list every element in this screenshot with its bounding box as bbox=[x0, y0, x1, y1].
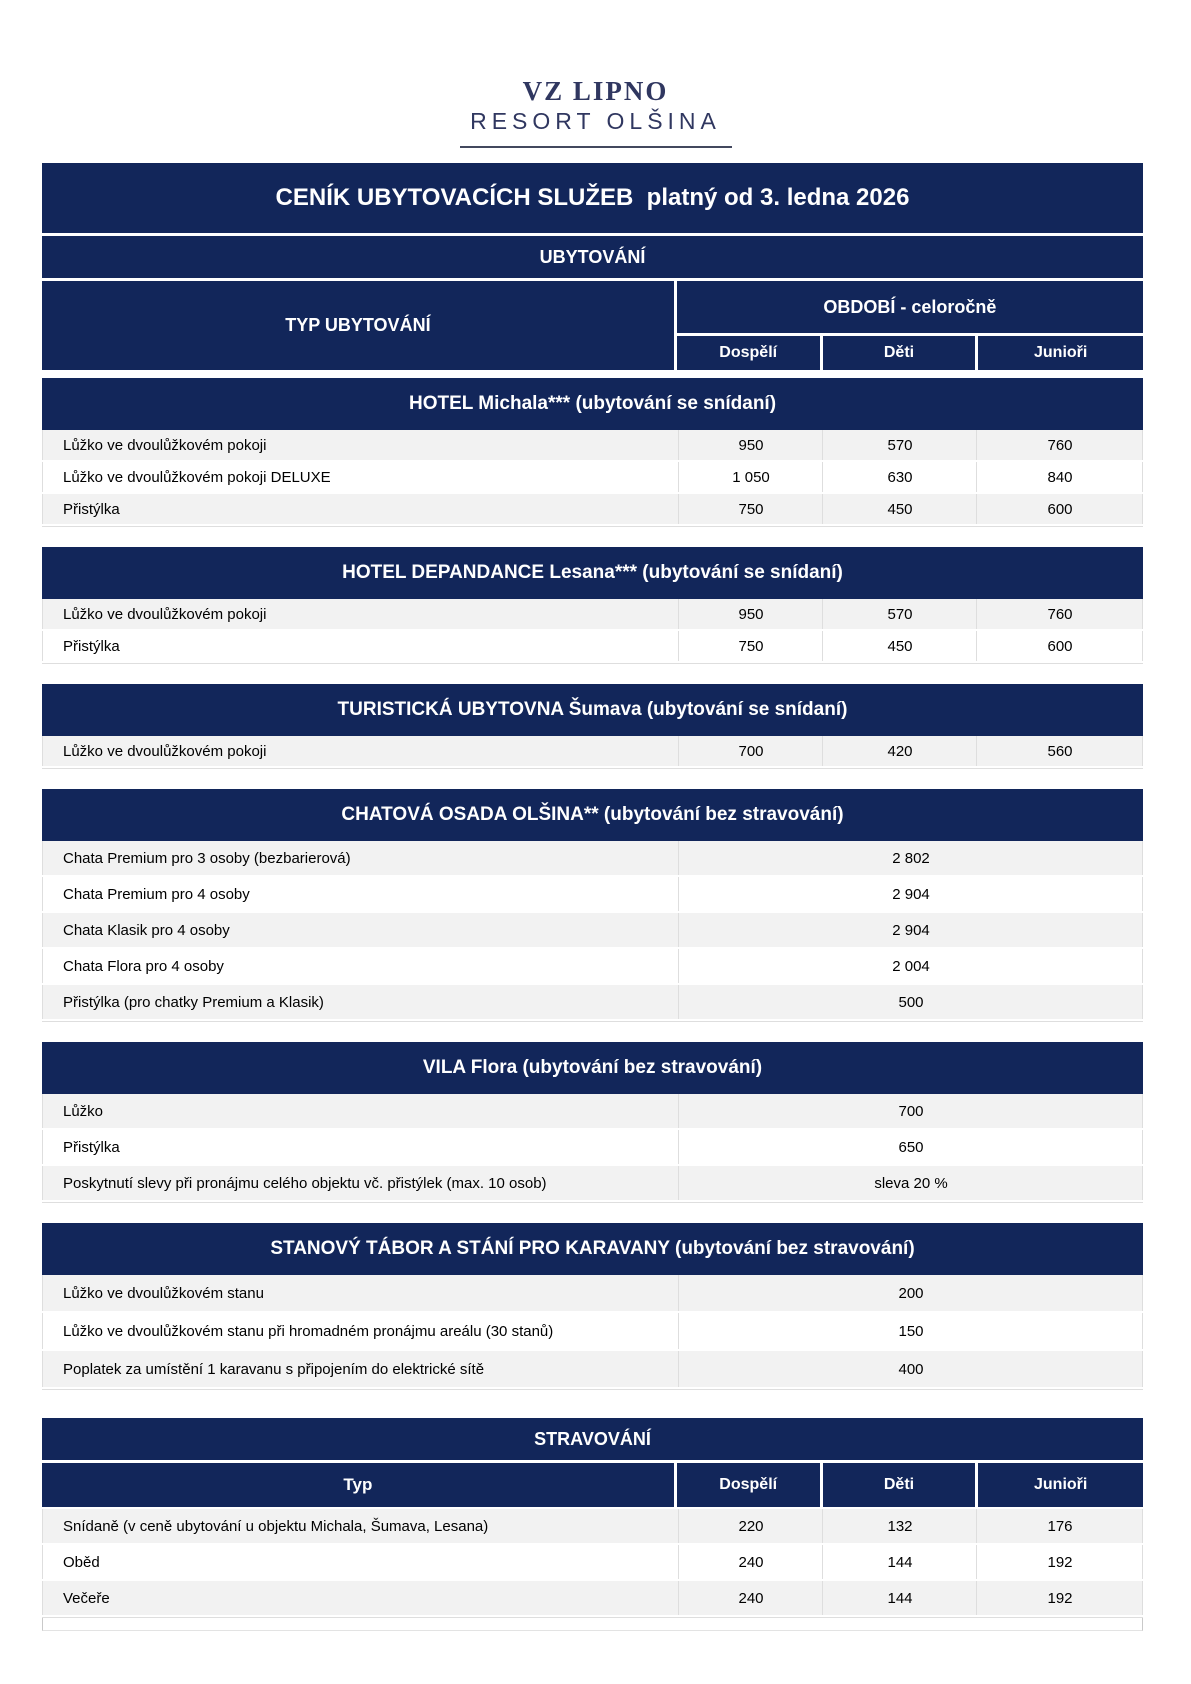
price-cell: sleva 20 % bbox=[679, 1166, 1143, 1200]
row-label: Přistýlka (pro chatky Premium a Klasik) bbox=[42, 985, 679, 1019]
accommodation-groups bbox=[42, 378, 1143, 1390]
price-group bbox=[42, 789, 1143, 1022]
price-row bbox=[42, 430, 1143, 462]
row-label: Oběd bbox=[42, 1545, 679, 1579]
price-row bbox=[42, 462, 1143, 494]
price-cell: 144 bbox=[823, 1581, 977, 1615]
age-column-header: Dospělí bbox=[677, 336, 820, 370]
section-header-stravovani: STRAVOVÁNÍ bbox=[42, 1418, 1143, 1460]
price-row bbox=[42, 1130, 1143, 1166]
price-row bbox=[42, 599, 1143, 631]
price-cell: 220 bbox=[679, 1509, 823, 1543]
meals-table-header bbox=[42, 1463, 1143, 1507]
group-rows bbox=[42, 1094, 1143, 1203]
price-row bbox=[42, 736, 1143, 768]
age-column-header: Dospělí bbox=[677, 1463, 820, 1507]
price-cell: 560 bbox=[977, 736, 1143, 766]
price-cell: 192 bbox=[977, 1581, 1143, 1615]
logo-underline bbox=[460, 146, 732, 148]
price-cell: 2 904 bbox=[679, 877, 1143, 911]
group-rows bbox=[42, 1275, 1143, 1390]
group-header: TURISTICKÁ UBYTOVNA Šumava (ubytování se snídaní) bbox=[42, 684, 1143, 736]
price-row bbox=[42, 1545, 1143, 1581]
row-label: Chata Premium pro 4 osoby bbox=[42, 877, 679, 911]
meals-rows bbox=[42, 1509, 1143, 1618]
document-title: CENÍK UBYTOVACÍCH SLUŽEB platný od 3. ledna 2026 bbox=[42, 163, 1143, 233]
group-rows bbox=[42, 430, 1143, 527]
group-rows bbox=[42, 841, 1143, 1022]
price-cell: 950 bbox=[679, 430, 823, 460]
row-label: Lůžko ve dvoulůžkovém pokoji bbox=[42, 430, 679, 460]
price-cell: 450 bbox=[823, 494, 977, 524]
price-cell: 150 bbox=[679, 1313, 1143, 1349]
row-label: Lůžko ve dvoulůžkovém pokoji DELUXE bbox=[42, 462, 679, 492]
price-row bbox=[42, 1313, 1143, 1351]
group-header: HOTEL DEPANDANCE Lesana*** (ubytování se snídaní) bbox=[42, 547, 1143, 599]
price-list-document bbox=[42, 163, 1143, 1631]
price-cell: 750 bbox=[679, 494, 823, 524]
price-cell: 132 bbox=[823, 1509, 977, 1543]
row-label: Poplatek za umístění 1 karavanu s připojením do elektrické sítě bbox=[42, 1351, 679, 1387]
price-cell: 760 bbox=[977, 430, 1143, 460]
group-header: STANOVÝ TÁBOR A STÁNÍ PRO KARAVANY (ubytování bez stravování) bbox=[42, 1223, 1143, 1275]
price-row bbox=[42, 1275, 1143, 1313]
group-rows bbox=[42, 736, 1143, 769]
row-label: Přistýlka bbox=[42, 631, 679, 661]
price-cell: 450 bbox=[823, 631, 977, 661]
row-label: Chata Premium pro 3 osoby (bezbarierová) bbox=[42, 841, 679, 875]
age-column-header: Děti bbox=[823, 336, 976, 370]
price-cell: 700 bbox=[679, 736, 823, 766]
price-cell: 2 802 bbox=[679, 841, 1143, 875]
price-row bbox=[42, 913, 1143, 949]
price-row bbox=[42, 1166, 1143, 1202]
price-cell: 840 bbox=[977, 462, 1143, 492]
row-label: Přistýlka bbox=[42, 494, 679, 524]
row-label: Chata Klasik pro 4 osoby bbox=[42, 913, 679, 947]
price-cell: 240 bbox=[679, 1545, 823, 1579]
price-cell: 400 bbox=[679, 1351, 1143, 1387]
row-label: Lůžko ve dvoulůžkovém stanu bbox=[42, 1275, 679, 1311]
period-header: OBDOBÍ - celoročně bbox=[677, 281, 1143, 333]
price-cell: 2 004 bbox=[679, 949, 1143, 983]
logo-secondary-text: RESORT OLŠINA bbox=[470, 108, 721, 134]
price-cell: 570 bbox=[823, 430, 977, 460]
group-header: HOTEL Michala*** (ubytování se snídaní) bbox=[42, 378, 1143, 430]
price-row bbox=[42, 631, 1143, 663]
section-header-ubytovani: UBYTOVÁNÍ bbox=[42, 236, 1143, 278]
row-label: Snídaně (v ceně ubytování u objektu Michala, Šumava, Lesana) bbox=[42, 1509, 679, 1543]
row-label: Večeře bbox=[42, 1581, 679, 1615]
price-cell: 2 904 bbox=[679, 913, 1143, 947]
age-column-header: Děti bbox=[823, 1463, 976, 1507]
price-cell: 200 bbox=[679, 1275, 1143, 1311]
price-row bbox=[42, 1581, 1143, 1617]
price-row bbox=[42, 877, 1143, 913]
price-group bbox=[42, 684, 1143, 769]
age-column-header: Junioři bbox=[978, 336, 1143, 370]
row-label: Lůžko ve dvoulůžkovém pokoji bbox=[42, 599, 679, 629]
price-cell: 630 bbox=[823, 462, 977, 492]
price-cell: 570 bbox=[823, 599, 977, 629]
row-label: Lůžko bbox=[42, 1094, 679, 1128]
price-row bbox=[42, 985, 1143, 1021]
empty-tail-row bbox=[42, 1618, 1143, 1631]
price-cell: 176 bbox=[977, 1509, 1143, 1543]
group-header: VILA Flora (ubytování bez stravování) bbox=[42, 1042, 1143, 1094]
price-group bbox=[42, 1042, 1143, 1203]
group-rows bbox=[42, 599, 1143, 664]
price-cell: 600 bbox=[977, 494, 1143, 524]
price-cell: 600 bbox=[977, 631, 1143, 661]
row-label: Poskytnutí slevy při pronájmu celého objektu vč. přistýlek (max. 10 osob) bbox=[42, 1166, 679, 1200]
price-cell: 750 bbox=[679, 631, 823, 661]
price-row bbox=[42, 1351, 1143, 1389]
price-cell: 650 bbox=[679, 1130, 1143, 1164]
row-label: Přistýlka bbox=[42, 1130, 679, 1164]
logo-primary-text: VZ LIPNO bbox=[522, 76, 669, 106]
price-cell: 1 050 bbox=[679, 462, 823, 492]
price-group bbox=[42, 1223, 1143, 1390]
price-row bbox=[42, 841, 1143, 877]
price-cell: 700 bbox=[679, 1094, 1143, 1128]
price-cell: 950 bbox=[679, 599, 823, 629]
price-cell: 144 bbox=[823, 1545, 977, 1579]
price-group bbox=[42, 378, 1143, 527]
row-label: Chata Flora pro 4 osoby bbox=[42, 949, 679, 983]
price-cell: 760 bbox=[977, 599, 1143, 629]
group-header: CHATOVÁ OSADA OLŠINA** (ubytování bez stravování) bbox=[42, 789, 1143, 841]
type-column-header: TYP UBYTOVÁNÍ bbox=[42, 281, 674, 370]
price-cell: 192 bbox=[977, 1545, 1143, 1579]
price-row bbox=[42, 1094, 1143, 1130]
row-label: Lůžko ve dvoulůžkovém stanu při hromadném pronájmu areálu (30 stanů) bbox=[42, 1313, 679, 1349]
age-column-header: Junioři bbox=[978, 1463, 1143, 1507]
meal-type-column-header: Typ bbox=[42, 1463, 674, 1507]
accommodation-table-header bbox=[42, 281, 1143, 370]
resort-logo bbox=[0, 0, 1191, 148]
price-cell: 420 bbox=[823, 736, 977, 766]
price-row bbox=[42, 1509, 1143, 1545]
price-row bbox=[42, 949, 1143, 985]
price-cell: 500 bbox=[679, 985, 1143, 1019]
price-group bbox=[42, 547, 1143, 664]
price-cell: 240 bbox=[679, 1581, 823, 1615]
row-label: Lůžko ve dvoulůžkovém pokoji bbox=[42, 736, 679, 766]
price-row bbox=[42, 494, 1143, 526]
